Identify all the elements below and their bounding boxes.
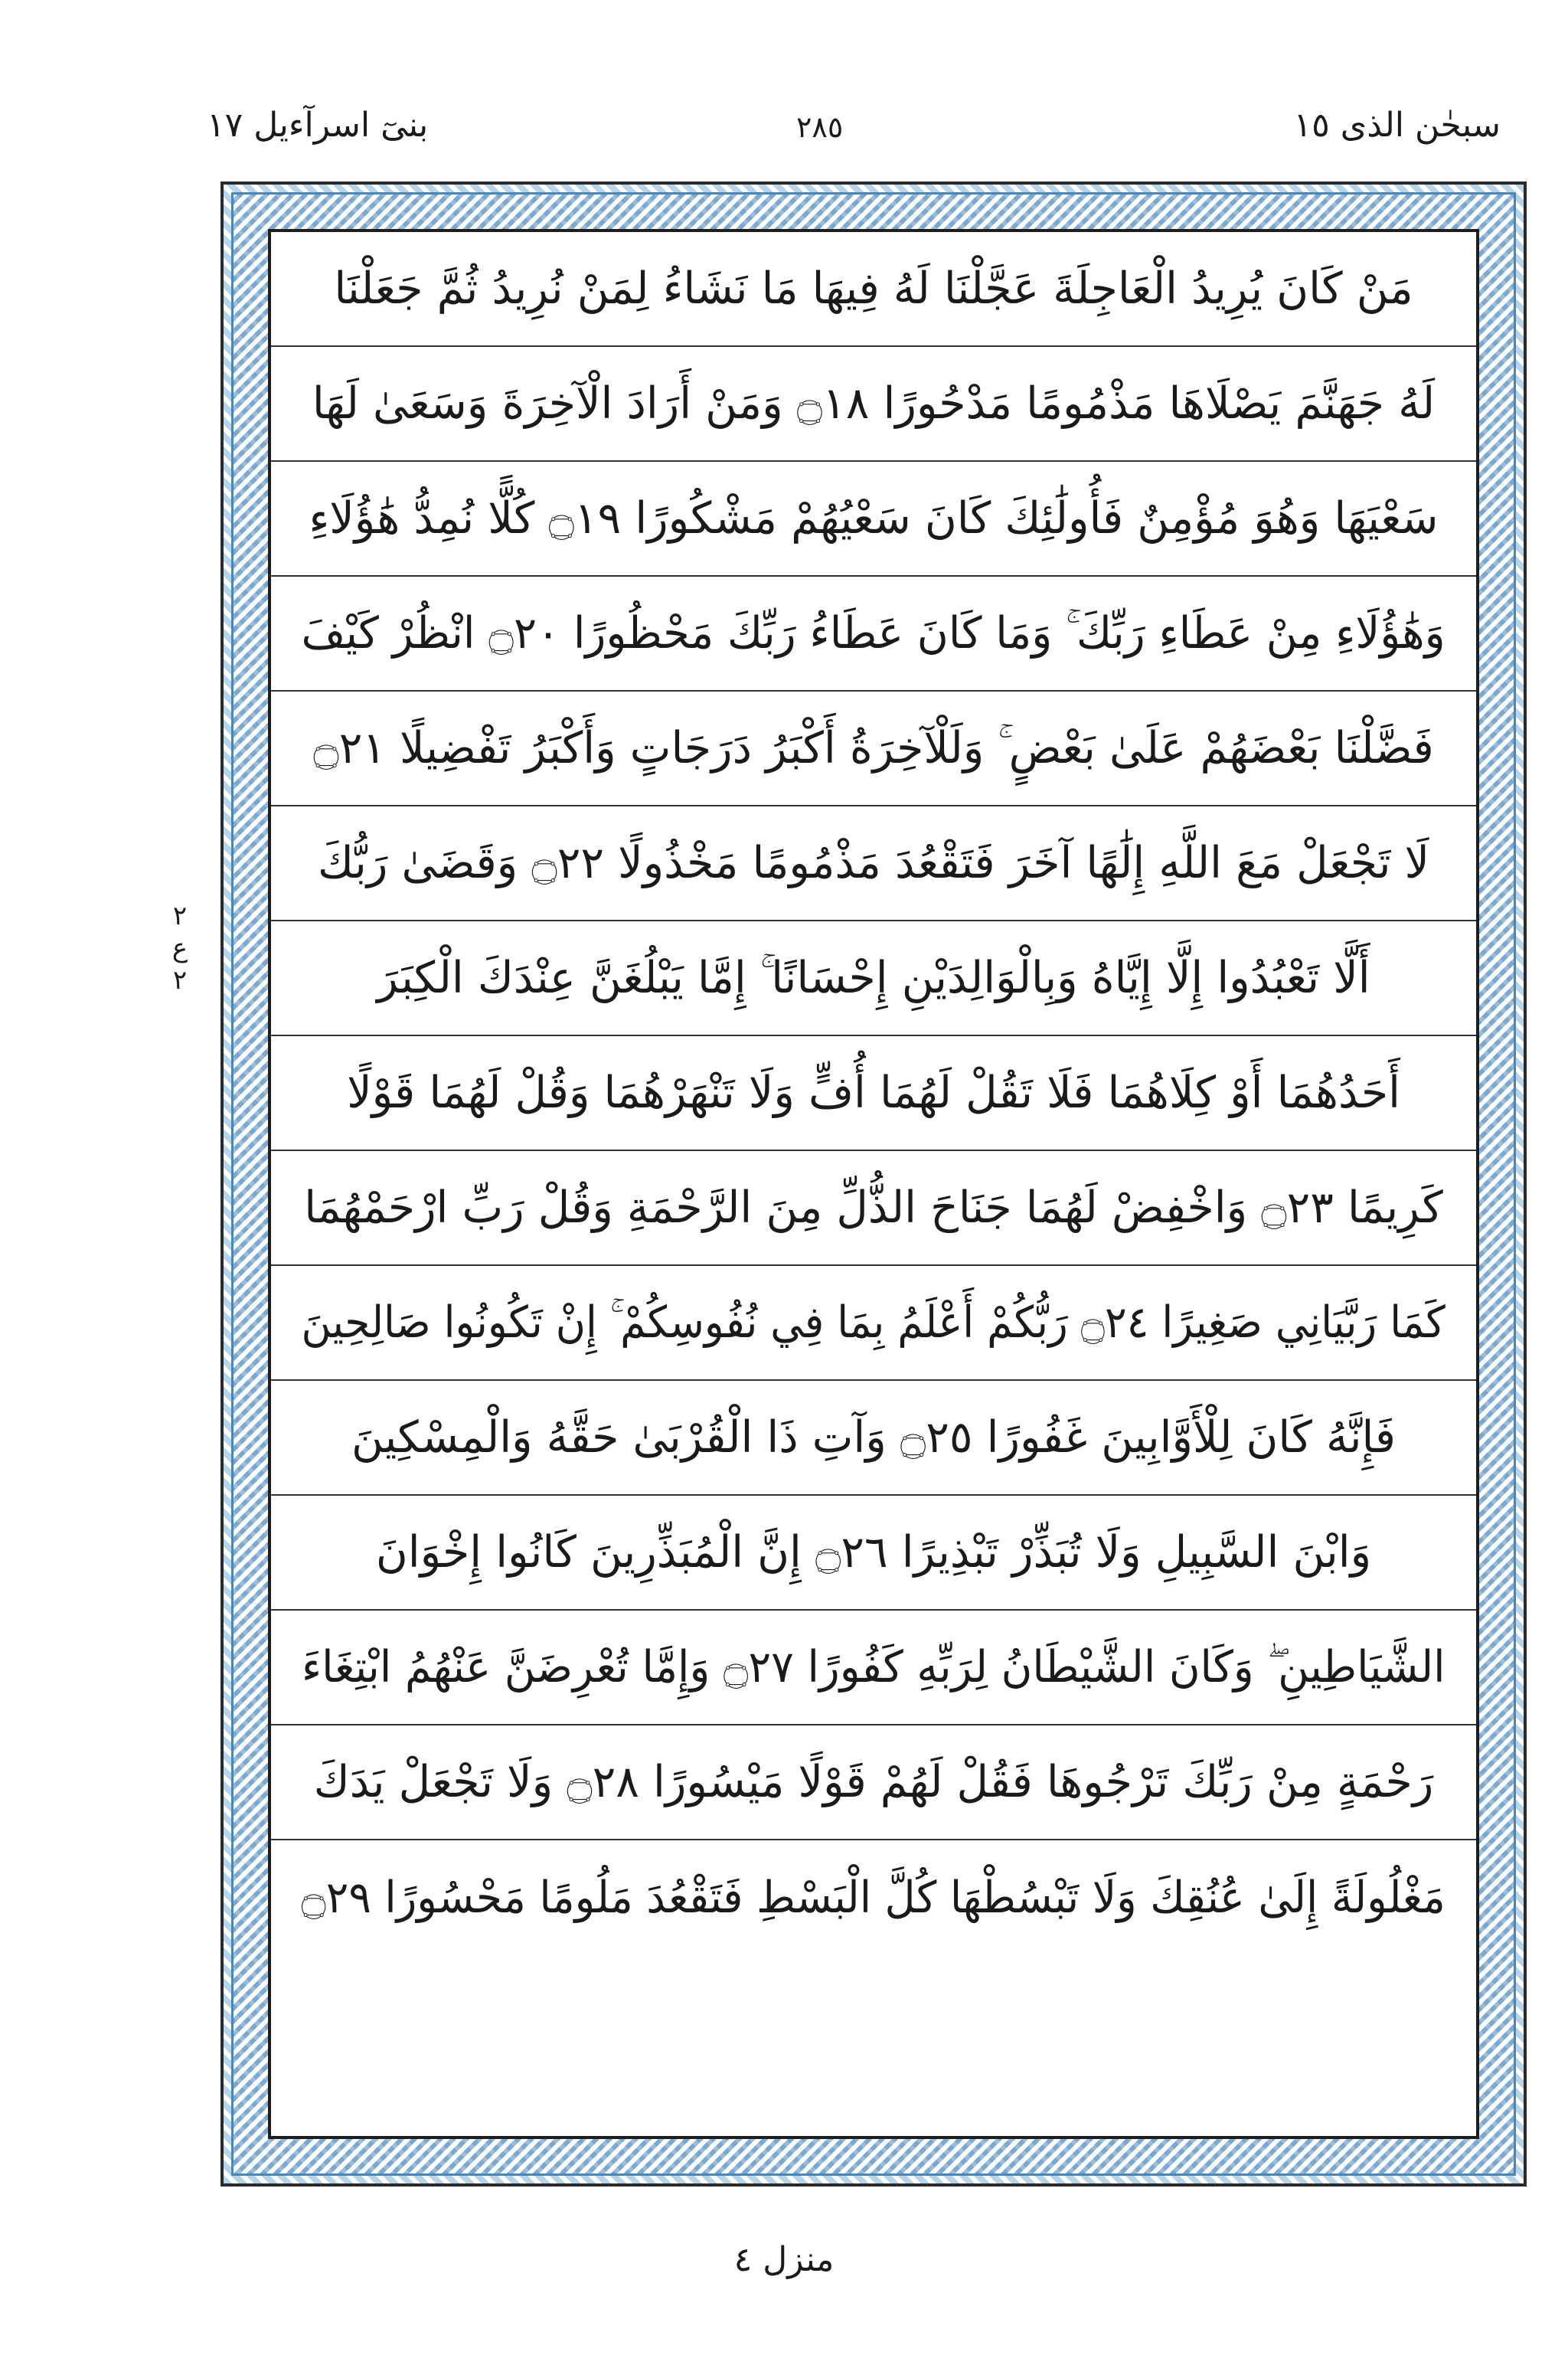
- verse-text: فَضَّلْنَا بَعْضَهُمْ عَلَىٰ بَعْضٍ ۚ وَلَلْآخِرَةُ أَكْبَرُ دَرَجَاتٍ وَأَكْبَرُ تَفْضِيلًا ۝٢١: [313, 722, 1434, 774]
- verse-line: [271, 577, 1476, 692]
- manzil-footer: منزل ٤: [733, 2240, 835, 2279]
- verse-text: لَا تَجْعَلْ مَعَ اللَّهِ إِلَٰهًا آخَرَ فَتَقْعُدَ مَذْمُومًا مَخْذُولًا ۝٢٢ وَقَضَىٰ رَبُّكَ: [317, 837, 1430, 888]
- ruku-marker-part: ٢: [172, 965, 188, 996]
- verse-line: [271, 921, 1476, 1036]
- verse-line: [271, 1381, 1476, 1496]
- verse-text: الشَّيَاطِينِ ۖ وَكَانَ الشَّيْطَانُ لِرَبِّهِ كَفُورًا ۝٢٧ وَإِمَّا تُعْرِضَنَّ عَنْهُمُ ابْتِغَاءَ: [302, 1641, 1446, 1693]
- verse-line: [271, 1840, 1476, 1955]
- verse-line: [271, 1611, 1476, 1725]
- decorative-border: [220, 182, 1527, 2187]
- verse-line: [271, 347, 1476, 462]
- verse-text: مَغْلُولَةً إِلَىٰ عُنُقِكَ وَلَا تَبْسُطْهَا كُلَّ الْبَسْطِ فَتَقْعُدَ مَلُومًا مَحْسُورًا ۝٢٩: [301, 1872, 1446, 1923]
- verse-panel: [268, 229, 1479, 2139]
- verse-line: [271, 462, 1476, 577]
- verse-line: [271, 1496, 1476, 1611]
- ruku-marker-part: ع: [172, 933, 188, 963]
- verse-line: [271, 806, 1476, 921]
- ruku-marker-part: ٢: [172, 901, 188, 931]
- verse-text: لَهُ جَهَنَّمَ يَصْلَاهَا مَذْمُومًا مَدْحُورًا ۝١٨ وَمَنْ أَرَادَ الْآخِرَةَ وَسَعَىٰ لَهَا: [312, 378, 1436, 429]
- verse-line: [271, 1151, 1476, 1266]
- verse-line: [271, 1725, 1476, 1840]
- verse-text: كَرِيمًا ۝٢٣ وَاخْفِضْ لَهُمَا جَنَاحَ الذُّلِّ مِنَ الرَّحْمَةِ وَقُلْ رَبِّ ارْحَمْهُمَا: [304, 1182, 1443, 1233]
- verse-text: كَمَا رَبَّيَانِي صَغِيرًا ۝٢٤ رَبُّكُمْ أَعْلَمُ بِمَا فِي نُفُوسِكُمْ ۚ إِنْ تَكُونُوا صَالِحِينَ: [301, 1297, 1446, 1348]
- ruku-marker: [165, 900, 195, 996]
- verse-text: مَنْ كَانَ يُرِيدُ الْعَاجِلَةَ عَجَّلْنَا لَهُ فِيهَا مَا نَشَاءُ لِمَنْ نُرِيدُ ثُمَّ جَعَلْنَا: [334, 263, 1413, 314]
- verse-text: سَعْيَهَا وَهُوَ مُؤْمِنٌ فَأُولَٰئِكَ كَانَ سَعْيُهُمْ مَشْكُورًا ۝١٩ كُلًّا نُمِدُّ هَٰؤُلَاءِ: [309, 492, 1439, 544]
- verse-line: [271, 692, 1476, 806]
- verse-text: فَإِنَّهُ كَانَ لِلْأَوَّابِينَ غَفُورًا ۝٢٥ وَآتِ ذَا الْقُرْبَىٰ حَقَّهُ وَالْمِسْكِينَ: [351, 1411, 1396, 1463]
- verse-text: أَحَدُهُمَا أَوْ كِلَاهُمَا فَلَا تَقُلْ لَهُمَا أُفٍّ وَلَا تَنْهَرْهُمَا وَقُلْ لَهُمَا قَوْلًا: [347, 1067, 1400, 1118]
- surah-header-left: بنیٓ اسرآءیل ١٧: [207, 106, 429, 145]
- verse-line: [271, 1266, 1476, 1381]
- verse-line: [271, 1036, 1476, 1151]
- surah-header-right: سبحٰن الذی ١٥: [1293, 106, 1501, 145]
- verse-text: رَحْمَةٍ مِنْ رَبِّكَ تَرْجُوهَا فَقُلْ لَهُمْ قَوْلًا مَيْسُورًا ۝٢٨ وَلَا تَجْعَلْ يَدَكَ: [313, 1756, 1434, 1807]
- verse-text: وَابْنَ السَّبِيلِ وَلَا تُبَذِّرْ تَبْذِيرًا ۝٢٦ إِنَّ الْمُبَذِّرِينَ كَانُوا إِخْوَانَ: [375, 1526, 1372, 1578]
- page-number: ٢٨٥: [796, 110, 844, 144]
- verse-line: [271, 232, 1476, 347]
- verse-text: وَهَٰؤُلَاءِ مِنْ عَطَاءِ رَبِّكَ ۚ وَمَا كَانَ عَطَاءُ رَبِّكَ مَحْظُورًا ۝٢٠ انْظُرْ كَيْفَ: [301, 607, 1446, 659]
- verse-text: أَلَّا تَعْبُدُوا إِلَّا إِيَّاهُ وَبِالْوَالِدَيْنِ إِحْسَانًا ۚ إِمَّا يَبْلُغَنَّ عِنْدَكَ الْكِبَرَ: [377, 952, 1370, 1003]
